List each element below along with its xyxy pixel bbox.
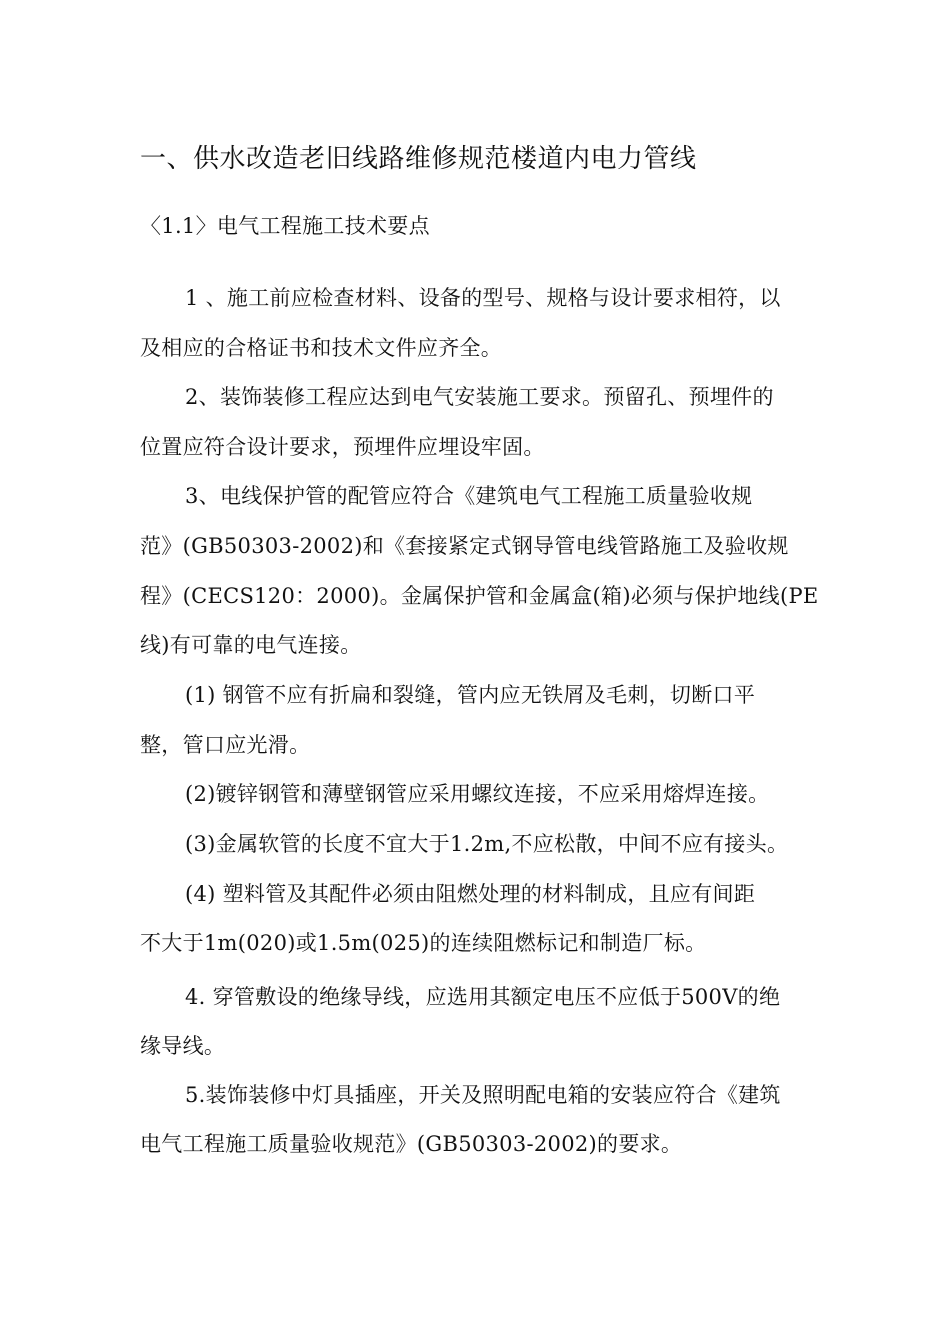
- document-title: 一、供水改造老旧线路维修规范楼道内电力管线: [140, 144, 697, 174]
- paragraph-line: 整，管口应光滑。: [140, 733, 311, 757]
- paragraph-line: 位置应符合设计要求，预埋件应埋设牢固。: [140, 435, 545, 459]
- paragraph-line: 程》(CECS120：2000)。金属保护管和金属盒(箱)必须与保护地线(PE: [140, 584, 819, 608]
- paragraph-line: (4) 塑料管及其配件必须由阻燃处理的材料制成，且应有间距: [185, 882, 756, 906]
- paragraph-line: 电气工程施工质量验收规范》(GB50303-2002)的要求。: [140, 1132, 683, 1156]
- paragraph-line: 3、电线保护管的配管应符合《建筑电气工程施工质量验收规: [185, 484, 753, 508]
- paragraph-line: (2)镀锌钢管和薄壁钢管应采用螺纹连接，不应采用熔焊连接。: [185, 782, 770, 806]
- paragraph-line: 1 、施工前应检查材料、设备的型号、规格与设计要求相符，以: [185, 286, 781, 310]
- paragraph-line: 及相应的合格证书和技术文件应齐全。: [140, 336, 503, 360]
- paragraph-line: 范》(GB50303-2002)和《套接紧定式钢导管电线管路施工及验收规: [140, 534, 789, 558]
- paragraph-line: 5.装饰装修中灯具插座，开关及照明配电箱的安装应符合《建筑: [185, 1083, 781, 1107]
- paragraph-line: 4. 穿管敷设的绝缘导线，应选用其额定电压不应低于500V的绝: [185, 985, 781, 1009]
- paragraph-line: (1) 钢管不应有折扁和裂缝，管内应无铁屑及毛刺，切断口平: [185, 683, 756, 707]
- paragraph-line: 不大于1m(020)或1.5m(025)的连续阻燃标记和制造厂标。: [140, 931, 707, 955]
- paragraph-line: 2、装饰装修工程应达到电气安装施工要求。预留孔、预埋件的: [185, 385, 774, 409]
- paragraph-line: 缘导线。: [140, 1034, 226, 1058]
- section-heading: 〈1.1〉电气工程施工技术要点: [140, 214, 430, 238]
- paragraph-line: 线)有可靠的电气连接。: [140, 633, 362, 657]
- paragraph-line: (3)金属软管的长度不宜大于1.2m,不应松散，中间不应有接头。: [185, 832, 789, 856]
